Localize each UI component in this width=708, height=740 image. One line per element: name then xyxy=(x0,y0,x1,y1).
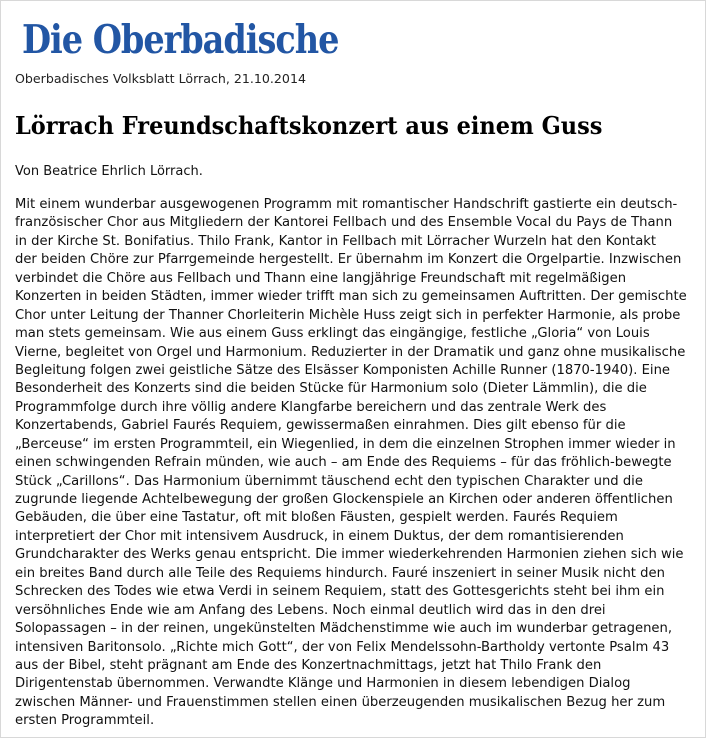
article-line: der beiden Chöre zur Pfarrgemeinde hergestellt. Er übernahm im Konzert die Orgelpartie. Inzwischen xyxy=(15,252,682,268)
article-line: Schrecken des Todes wie etwa Verdi in seinem Requiem, statt des Gottesgerichts steht bei ihm ein xyxy=(15,584,665,600)
article-line: Begleitung folgen zwei geistliche Sätze des Elsässer Komponisten Achille Runner (1870-1940). Eine xyxy=(15,362,671,378)
article-line: Vierne, begleitet von Orgel und Harmonium. Reduzierter in der Dramatik und ganz ohne musikalische xyxy=(15,344,686,360)
article-line: Dirigentenstab übernommen. Verwandte Klänge und Harmonien in diesem lebendigen Dialog xyxy=(15,676,631,692)
source-line: Oberbadisches Volksblatt Lörrach, 21.10.2014 xyxy=(15,71,306,86)
article-line: einen schwingenden Refrain münden, wie auch – am Ende des Requiems – für das fröhlich-bewegte xyxy=(15,455,672,471)
newspaper-logo: Die Oberbadische xyxy=(22,17,339,63)
article-line: Konzertabends, Gabriel Faurés Requiem, gewissermaßen einrahmen. Dies gilt ebenso für die xyxy=(15,418,626,434)
article-line: in der Kirche St. Bonifatius. Thilo Frank, Kantor in Fellbach mit Lörracher Wurzeln hat den Kontakt xyxy=(15,233,657,249)
article-line: zugrunde liegende Achtelbewegung der großen Glockenspiele an Kirchen oder anderen öffentlichen xyxy=(15,492,673,507)
article-line: aus der Bibel, steht prägnant am Ende des Konzertnachmittags, jetzt hat Thilo Frank den xyxy=(15,657,602,673)
article-line: Grundcharakter des Werks genau entspricht. Die immer wiederkehrenden Harmonien ziehen sich wie xyxy=(15,547,684,563)
article-line: Programmfolge durch ihre völlig andere Klangfarbe bereichern und das zentrale Werk des xyxy=(15,399,607,415)
article-line: Chor unter Leitung der Thanner Chorleiterin Michèle Huss zeigt sich in perfekter Harmonie, als probe xyxy=(15,307,681,323)
article-line: „Berceuse“ im ersten Programmteil, ein Wiegenlied, in dem die einzelnen Strophen immer wieder in xyxy=(15,436,676,452)
article-headline: Lörrach Freundschaftskonzert aus einem Guss xyxy=(15,111,603,140)
article-line: französischer Chor aus Mitgliedern der Kantorei Fellbach und des Ensemble Vocal du Pays de Thann xyxy=(15,215,673,231)
article-line: Mit einem wunderbar ausgewogenen Programm mit romantischer Handschrift gastierte ein deutsch- xyxy=(15,197,678,212)
article-line: ersten Programmteil. xyxy=(15,713,155,729)
article-line: intensiven Baritonsolo. „Richte mich Gott“, der von Felix Mendelssohn-Bartholdy vertonte Psalm 43 xyxy=(15,639,670,655)
article-line: versöhnliches Ende wie am Anfang des Lebens. Noch einmal deutlich wird das in den drei xyxy=(15,602,606,618)
article-line: Stück „Carillons“. Das Harmonium übernimmt täuschend echt den typischen Charakter und die xyxy=(15,473,643,489)
article-line: verbindet die Chöre aus Fellbach und Thann eine langjährige Freundschaft mit regelmäßigen xyxy=(15,270,627,286)
article-body xyxy=(15,196,705,731)
article-line: Gebäuden, die über eine Tastatur, oft mit bloßen Fäusten, gespielt werden. Faurés Requiem xyxy=(15,510,618,526)
article-line: ein breites Band durch alle Teile des Requiems hindurch. Fauré inszeniert in seiner Musik nicht den xyxy=(15,565,665,581)
article-line: man stets gemeinsam. Wie aus einem Guss erklingt das eingängige, festliche „Gloria“ von Louis xyxy=(15,326,650,342)
article-line: Konzerten in beiden Städten, immer wieder trifft man sich zu gemeinsamen Auftritten. Der gemischte xyxy=(15,289,687,305)
article-line: Besonderheit des Konzerts sind die beiden Stücke für Harmonium solo (Dieter Lämmlin), die die xyxy=(15,381,647,397)
article-byline: Von Beatrice Ehrlich Lörrach. xyxy=(15,164,203,179)
article-line: Solopassagen – in der reinen, ungekünstelten Mädchenstimme wie auch im wunderbar getragenen, xyxy=(15,621,673,637)
article-line: interpretiert der Chor mit intensivem Ausdruck, in einem Duktus, der dem romantisierenden xyxy=(15,528,624,544)
article-line: zwischen Männer- und Frauenstimmen stellen einen überzeugenden musikalischen Bezug her zum xyxy=(15,694,666,710)
